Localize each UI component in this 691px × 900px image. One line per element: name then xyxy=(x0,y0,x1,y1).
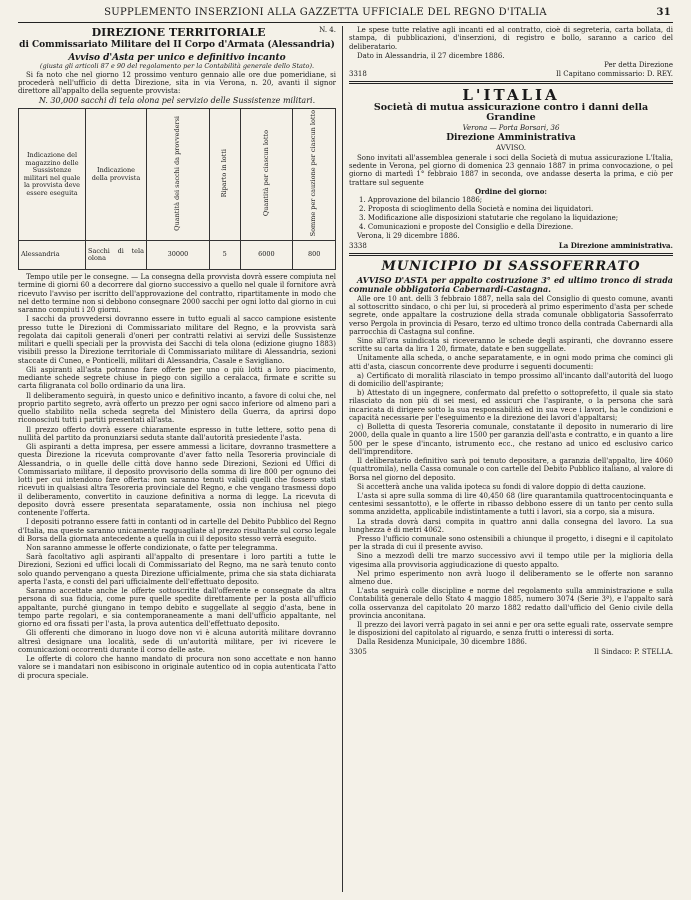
municipio-number: 3305 xyxy=(349,647,367,656)
italia-subtitle: Società di mutua assicurazione contro i danni della Grandine xyxy=(373,102,649,124)
paragraph: La strada dovrà darsi compita in quattro anni dalla consegna del lavoro. La sua lunghezza è di metri 4062. xyxy=(349,517,673,534)
italia-body: Sono invitati all'assemblea generale i soci della Società di mutua assicurazione L'Italia, sedente in Verona, pel giorno di domenica 23 gennaio 1887 in prima convocazione, o pel giorno di martedì 1° febbraio 1887 in seconda, ove andasse deserta la prima, e ciò per trattare sul seguente xyxy=(349,153,673,187)
ad1-number: 3318 xyxy=(349,69,367,78)
paragraph: I sacchi da provvedersi dovranno essere in tutto eguali al sacco campione esistente presso tutte le Direzioni di Commissariato militare del Regno, e la provvista sarà regolata dai capitoli generali d'oneri per contratti relativi ai servizi delle Sussistenze militari e quelli speciali per la provvista dei Sacchi di tela olona (edizione giugno 1883) visibili presso la Direzione territoriale di Commissariato militare di Alessandria, sezioni staccate di Cuneo, e Ponticelli, militari di Alessandria, Casale e Savigliano. xyxy=(18,315,336,365)
paragraph: Nel primo esperimento non avrà luogo il deliberamento se le offerte non saranno almeno due. xyxy=(349,569,673,586)
cell-quantita-lotto: 6000 xyxy=(240,241,293,270)
provvista-line: N. 30,000 sacchi di tela olona pel servizio delle Sussistenze militari. xyxy=(38,96,316,106)
table-row xyxy=(19,241,336,270)
paragraph: L'asta seguirà colle discipline e norme del regolamento sulla amministrazione e sulla Contabilità generale dello Stato 4 maggio 1885, numero 3074 (Serie 3ª), e l'appalto sarà colla osservanza del capitolato 20 marzo 1882 redatto dall'ufficio del Genio civile della provincia anconitana. xyxy=(349,587,673,620)
paragraph: c) Bolletta di questa Tesoreria comunale, constatante il deposito in numerario di lire 2000, della quale in quanto a lire 1500 per garanzia dell'asta e contratto, e in quanto a lire 500 per le spese d'incanto, istrumento ecc., che restano ad unico ed esclusivo carico dell'imprenditore. xyxy=(349,423,673,456)
list-item: 1. Approvazione del bilancio 1886; xyxy=(359,196,483,205)
paragraph: Il deliberatario definitivo sarà poi tenuto depositare, a garanzia dell'appalto, lire 4060 (quattromila), nella Cassa comunale o con cartelle del Debito Pubblico italiano, al valore di Borsa nel giorno del deposito. xyxy=(349,457,673,482)
avviso-title: Avviso d'Asta per unico e definitivo incanto xyxy=(68,53,286,63)
header-quantita-lotto: Quantità per ciascun lotto xyxy=(240,109,293,241)
italia-footer xyxy=(349,242,673,250)
paragraph: Il deliberamento seguirà, in questo unico e definitivo incanto, a favore di colui che, nel proprio partito segreto, avrà offerto un prezzo per ogni sacco inferiore od almeno pari a quello stabilito nella scheda segreta del Ministero della Guerra, da aprirsi dopo riconosciuti tutti i partiti presentati all'asta. xyxy=(18,391,336,425)
paragraph: Sino a mezzodì delli tre marzo successivo avvi il tempo utile per la miglioria della vigesima alla provvisoria aggiudicazione di questo appalto. xyxy=(349,552,673,569)
auction-table-header xyxy=(19,109,336,241)
left-column xyxy=(18,26,336,892)
paragraph: Sarà facoltativo agli aspiranti all'appalto di presentare i loro partiti a tutte le Direzioni, Sezioni ed uffici locali di Commissariato del Regno, ma ne sarà tenuto conto solo quando pervengano a questa Direzione ufficialmente, prima che sia stata dichiarata aperta l'asta, e consti del pari ufficialmente dell'effettuato deposito. xyxy=(18,553,336,587)
ad1-footer xyxy=(349,70,673,78)
ad1-signature: Il Capitano commissario: D. REY. xyxy=(556,69,673,78)
italia-title: L'ITALIA xyxy=(462,86,560,105)
paragraph: I depositi potranno essere fatti in contanti od in cartelle del Debito Pubblico del Regno d'Italia, ma queste saranno unicamente ragguagliate al prezzo risultante sul corso legale di Borsa della giornata antecedente a quella in cui il deposito stesso verrà eseguito. xyxy=(18,518,336,543)
header-lotti: Riparto in lotti xyxy=(209,109,240,241)
italia-signature: La Direzione amministrativa. xyxy=(558,240,673,250)
separator xyxy=(349,253,673,256)
list-item: 3. Modificazione alle disposizioni statutarie che regolano la liquidazione; xyxy=(359,214,619,223)
continued-date: Dato in Alessandria, il 27 dicembre 1886. xyxy=(357,51,505,60)
paragraph: Presso l'ufficio comunale sono ostensibili a chiunque il progetto, i disegni e il capitolato per la strada di cui il presente avviso. xyxy=(349,534,673,552)
paragraph: Gli aspiranti all'asta potranno fare offerte per uno o più lotti a loro piacimento, mediante schede segrete chiuse in piego con sigillo a ceralacca, firmate e scritte su carta filigranata col bollo ordinario da una lira. xyxy=(18,365,336,391)
paragraph: Tempo utile per le consegne. — La consegna della provvista dovrà essere compiuta nel termine di giorni 60 a decorrere dal giorno successivo a quello nel quale il fornitore avrà ricevuto l'avviso per iscritto dell'approvazione del contratto, ripartitamente in modo che nel detto termine non si debbono consegnare 2000 sacchi per ogni lotto dal giorno in cui saranno compiuti i 20 giorni. xyxy=(18,273,336,315)
paragraph: Si accetterà anche una valida ipoteca su fondi di valore doppio di detta cauzione. xyxy=(357,482,646,491)
page-header xyxy=(18,4,673,23)
intro-paragraph: Si fa noto che nel giorno 12 prossimo venturo gennaio alle ore due pomeridiane, si procederà nell'ufficio di detta Direzione, sita in via Verona, n. 20, avanti il signor direttore all'appalto della seguente provvista: xyxy=(18,70,336,96)
italia-date: Verona, li 29 dicembre 1886. xyxy=(357,232,460,241)
municipio-signature: Il Sindaco: P. STELLA. xyxy=(593,647,673,656)
municipio-avviso: AVVISO D'ASTA per appalto costruzione 3° ed ultimo tronco di strada comunale obbligatoria Cabernardi-Castagna. xyxy=(349,274,673,294)
paragraph: Unitamente alla scheda, o anche separatamente, e in ogni modo prima che cominci gli atti d'asta, ciascun concorrente deve produrre i seguenti documenti: xyxy=(349,354,673,371)
paragraph: b) Attestato di un ingegnere, confermato dal prefetto o sottoprefetto, il quale sia stato rilasciato da non più di sei mesi, ed assicuri che l'aspirante, o la persona che sarà incaricata di dirigere sotto la sua responsabilità ed in sua vece i lavori, ha le condizioni e capacità necessarie per l'eseguimento e la direzione dei lavori d'appaltarsi; xyxy=(349,389,673,422)
column-divider xyxy=(342,26,343,892)
direzione-title: DIREZIONE TERRITORIALE xyxy=(91,26,266,39)
cell-magazzino: Alessandria xyxy=(19,241,86,270)
header-magazzino: Indicazione del magazzino delle Sussistenze militari nel quale la provvista deve essere eseguita xyxy=(19,109,86,241)
paragraph: L'asta si apre sulla somma di lire 40,450 68 (lire quarantamila quattrocentocinquanta e centesimi sessantotto), e le offerte in ribasso debbono essere di un tanto per cento sulla somma anzidetta, applicabile indistintamente a tutti i lavori, sia a corpo, sia a misura. xyxy=(349,491,673,517)
italia-address: Verona — Porta Borsari, 36 xyxy=(462,124,560,133)
page-number: 31 xyxy=(656,7,671,18)
continued-paragraph: Le spese tutte relative agli incanti ed al contratto, cioè di segreteria, carta bollata, di stampa, di pubblicazioni, d'inserzioni, di registro e bollo, saranno a carico del deliberatario. xyxy=(349,26,673,51)
signature-for: Per detta Direzione xyxy=(604,60,673,69)
paragraph: Sino all'ora suindicata si riceveranno le schede degli aspiranti, che dovranno essere scritte su carta da lira 1 20, firmate, datate e ben suggellate. xyxy=(349,336,673,354)
header-cauzione: Somme per cauzione per ciascun lotto xyxy=(293,109,336,241)
municipio-footer xyxy=(349,648,673,656)
notice-number: N. 4. xyxy=(319,26,336,34)
direzione-heading-row xyxy=(18,26,336,40)
header-quantita: Quantità dei sacchi da provvedersi xyxy=(147,109,210,241)
right-column xyxy=(349,26,673,892)
commissariato-title: di Commissariato Militare del II Corpo d'Armata (Alessandria) xyxy=(19,40,335,50)
paragraph: Le offerte di coloro che hanno mandato di procura non sono accettate e non hanno valore se i mandatari non esibiscono in originale autentico od in copia autenticata l'atto di procura speciale. xyxy=(18,655,336,680)
italia-number: 3338 xyxy=(349,241,367,250)
paragraph: Non saranno ammesse le offerte condizionate, o fatte per telegramma. xyxy=(26,544,278,553)
ordine-list xyxy=(349,196,673,232)
italia-direzione: Direzione Amministrativa xyxy=(446,133,576,144)
paragraph: Saranno accettate anche le offerte sottoscritte dall'offerente e consegnate da altra persona di sua fiducia, come pure quelle spedite direttamente per la posta all'ufficio appaltante, purché giungano in tempo debito e suggellate al seggio d'asta, bene in tempo parte regolari, e sia contemporaneamente a mani dell'ufficio appaltante, nel giorno ed ora fissati per l'asta, la prova autentica dell'effettuato deposito. xyxy=(18,587,336,629)
municipio-title: MUNICIPIO DI SASSOFERRATO xyxy=(381,258,641,274)
separator xyxy=(349,81,673,84)
gazette-title: SUPPLEMENTO INSERZIONI ALLA GAZZETTA UFFICIALE DEL REGNO D'ITALIA xyxy=(104,7,547,18)
paragraph: Il prezzo dei lavori verrà pagato in sei anni e per ora sette eguali rate, osservate sempre le disposizioni del capitolato al riguardo, e senza frutti o interessi di sorta. xyxy=(349,621,673,638)
header-provvista: Indicazione della provvista xyxy=(86,109,147,241)
cell-quantita: 30000 xyxy=(147,241,210,270)
avviso-subtitle: (giusta gli articoli 87 e 90 del regolamento per la Contabilità generale dello Stato). xyxy=(39,62,315,70)
italia-avviso: AVVISO. xyxy=(496,144,526,153)
cell-lotti: 5 xyxy=(209,241,240,270)
paragraph: Dalla Residenza Municipale, 30 dicembre 1886. xyxy=(357,638,527,647)
cell-provvista: Sacchi di tela olona xyxy=(86,241,147,270)
paragraph: Il prezzo offerto dovrà essere chiaramente espresso in tutte lettere, sotto pena di nullità del partito da pronunziarsi seduta stante dall'autorità presiedente l'asta. xyxy=(18,425,336,442)
paragraph: Gli aspiranti a detta impresa, per essere ammessi a licitare, dovranno trasmettere a questa Direzione la ricevuta comprovante d'aver fatto nella Tesoreria provinciale di Alessandria, o in quelle delle città dove hanno sede Direzioni, Sezioni ed Uffici di Commissariato militare, il deposito provvisorio della somma di lire 800 per ognuno dei lotti per cui intendono fare offerta: non saranno tenuti validi quelli che fossero stati ricevuti in qualsiasi altra Tesoreria provinciale del Regno, e che vengano trasmessi dopo il deliberamento, convertito in cauzione definitiva a norma di legge. La ricevuta di deposito dovrà essere presentata separatamente, ossia non inchiusa nel piego contenente l'offerta. xyxy=(18,442,336,518)
list-item: 4. Comunicazioni e proposte del Consiglio e della Direzione. xyxy=(359,223,574,232)
ordine-title: Ordine del giorno: xyxy=(474,186,548,196)
list-item: 2. Proposta di scioglimento della Società e nomina dei liquidatori. xyxy=(359,205,594,214)
paragraph: Alle ore 10 ant. delli 3 febbraio 1887, nella sala del Consiglio di questo comune, avanti al sottoscritto sindaco, o chi per lui, si procederà al primo esperimento d'asta per schede segrete, onde appaltare la costruzione della strada comunale obbligatoria Sassoferrato verso Pergola in provincia di Pesaro, terzo ed ultimo tronco della contrada Cabernardi alla parrocchia di Castagna sul confine. xyxy=(349,294,673,336)
auction-table xyxy=(18,108,336,270)
cell-cauzione: 800 xyxy=(293,241,336,270)
paragraph: a) Certificato di moralità rilasciato in tempo prossimo all'incanto dall'autorità del luogo di domicilio dell'aspirante; xyxy=(349,371,673,388)
paragraph: Gli offerenti che dimorano in luogo dove non vi è alcuna autorità militare dovranno altresì designare una località, sede di un'autorità militare, per ivi ricevere le comunicazioni occorrenti durante il corso delle aste. xyxy=(18,629,336,655)
